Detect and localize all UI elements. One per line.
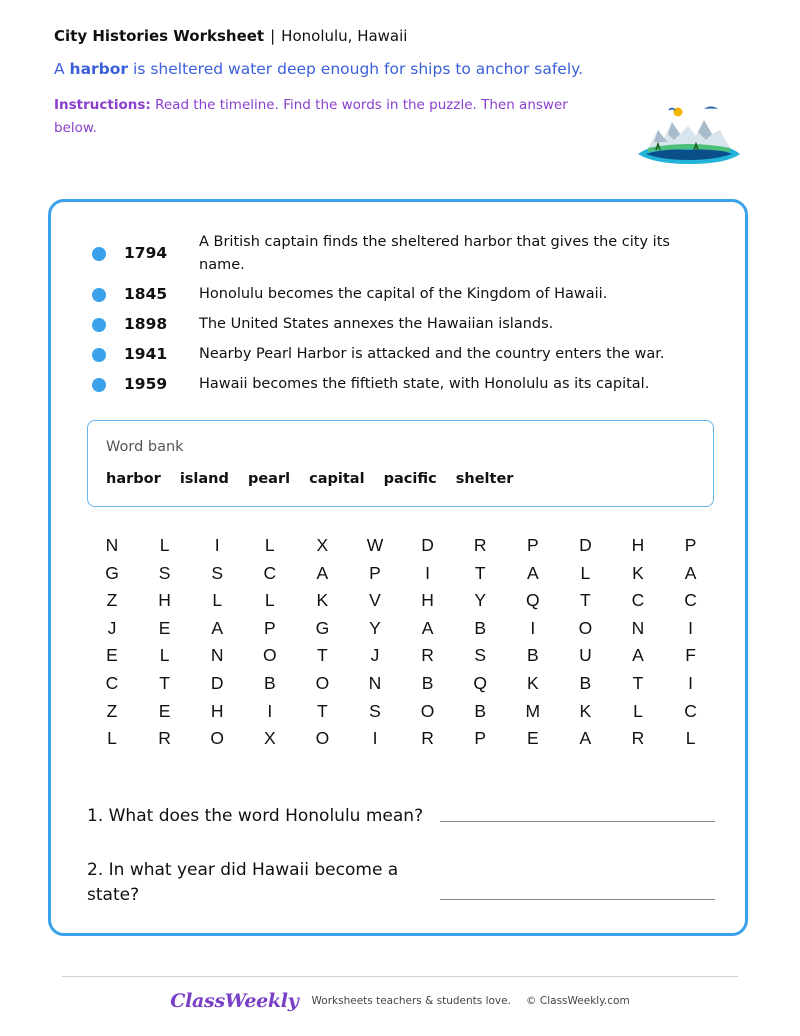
grid-letter[interactable]: G [105, 562, 119, 583]
grid-letter[interactable]: L [212, 590, 223, 611]
grid-letter[interactable]: R [421, 645, 434, 666]
grid-letter[interactable]: O [315, 728, 330, 749]
word-bank-word: shelter [455, 471, 514, 487]
grid-letter[interactable]: N [368, 673, 382, 693]
grid-letter[interactable]: E [158, 617, 171, 638]
grid-letter[interactable]: L [264, 590, 275, 611]
footer-divider [62, 976, 738, 977]
island-illustration-icon [634, 104, 744, 170]
grid-letter[interactable]: J [107, 617, 117, 638]
grid-letter[interactable]: H [158, 590, 171, 611]
dot-icon [92, 348, 106, 362]
grid-letter[interactable]: B [263, 673, 276, 693]
grid-letter[interactable]: P [684, 535, 697, 555]
grid-letter[interactable]: S [474, 645, 487, 666]
dot-icon [92, 318, 106, 332]
grid-letter[interactable]: H [631, 535, 645, 555]
grid-letter[interactable]: Z [106, 590, 118, 611]
timeline-year: 1941 [124, 345, 168, 363]
grid-letter[interactable]: P [263, 617, 276, 638]
word-bank-word: island [179, 471, 229, 487]
grid-letter[interactable]: B [579, 673, 592, 693]
grid-letter[interactable]: A [632, 645, 644, 666]
grid-letter[interactable]: Q [525, 590, 540, 611]
grid-letter[interactable]: N [631, 617, 645, 638]
timeline-text: Hawaii becomes the fiftieth state, with Honolulu as its capital. [199, 376, 650, 392]
word-bank-word: pearl [247, 471, 291, 487]
instructions [54, 94, 574, 140]
question-2: 2. In what year did Hawaii become a state? [87, 860, 399, 905]
timeline-year: 1845 [124, 285, 168, 303]
brand-logo: ClassWeekly [170, 990, 299, 1012]
grid-letter[interactable]: I [372, 728, 378, 749]
grid-letter[interactable]: X [316, 535, 329, 555]
grid-letter[interactable]: L [685, 728, 696, 749]
grid-letter[interactable]: R [631, 728, 645, 749]
grid-letter[interactable]: C [263, 562, 277, 583]
grid-letter[interactable]: O [578, 617, 593, 638]
word-bank [87, 420, 714, 507]
definition-term: harbor [69, 60, 129, 78]
grid-letter[interactable]: P [526, 535, 539, 555]
grid-letter[interactable]: G [315, 617, 330, 638]
grid-letter[interactable]: L [580, 562, 591, 583]
grid-letter[interactable]: I [425, 562, 431, 583]
word-bank-word: capital [309, 471, 365, 487]
grid-letter[interactable]: I [214, 535, 220, 555]
grid-letter[interactable]: H [210, 700, 224, 721]
grid-letter[interactable]: T [632, 673, 644, 693]
timeline-text: Honolulu becomes the capital of the Kingdom of Hawaii. [199, 286, 608, 302]
word-bank-words [106, 471, 527, 487]
grid-letter[interactable]: D [421, 535, 434, 555]
grid-letter[interactable]: Z [106, 700, 118, 721]
grid-letter[interactable]: X [263, 728, 276, 749]
grid-letter[interactable]: E [158, 700, 171, 721]
grid-letter[interactable]: C [684, 590, 697, 611]
grid-letter[interactable]: I [267, 700, 273, 721]
footer-tagline: Worksheets teachers & students love. [311, 995, 511, 1007]
timeline-year: 1898 [124, 315, 168, 333]
grid-letter[interactable]: R [473, 535, 487, 555]
question-1: 1. What does the word Honolulu mean? [87, 806, 424, 826]
timeline-text: The United States annexes the Hawaiian islands. [199, 316, 554, 332]
grid-letter[interactable]: C [105, 673, 119, 693]
grid-letter[interactable]: S [211, 562, 224, 583]
grid-letter[interactable]: K [579, 700, 592, 721]
grid-letter[interactable]: T [317, 700, 328, 721]
grid-letter[interactable]: R [158, 728, 171, 749]
worksheet-title: City Histories Worksheet [54, 27, 265, 45]
grid-letter[interactable]: F [685, 645, 696, 666]
grid-letter[interactable]: C [631, 590, 645, 611]
grid-letter[interactable]: Y [474, 590, 487, 611]
grid-letter[interactable]: Q [473, 673, 487, 693]
grid-letter[interactable]: L [159, 645, 170, 666]
header-separator: | [270, 27, 276, 45]
grid-letter[interactable]: B [474, 617, 487, 638]
definition-text: is sheltered water deep enough for ships to anchor safely. [133, 60, 584, 78]
grid-letter[interactable]: S [369, 700, 381, 721]
grid-letter[interactable]: P [369, 562, 381, 583]
definition-prefix: A [54, 60, 65, 78]
grid-letter[interactable]: W [366, 535, 384, 555]
word-bank-word: harbor [106, 471, 161, 487]
grid-letter[interactable]: R [421, 728, 434, 749]
grid-letter[interactable]: A [526, 562, 539, 583]
grid-letter[interactable]: D [210, 673, 224, 693]
grid-letter[interactable]: T [580, 590, 591, 611]
timeline-text: Nearby Pearl Harbor is attacked and the country enters the war. [199, 346, 665, 362]
grid-letter[interactable]: P [474, 728, 487, 749]
dot-icon [92, 378, 106, 392]
grid-letter[interactable]: A [211, 617, 224, 638]
grid-letter[interactable]: B [526, 645, 539, 666]
grid-letter[interactable]: T [474, 562, 486, 583]
grid-letter[interactable]: O [420, 700, 435, 721]
grid-letter[interactable]: L [633, 700, 643, 721]
grid-letter[interactable]: C [684, 700, 697, 721]
grid-letter[interactable]: U [579, 645, 592, 666]
answer-line-2[interactable] [440, 899, 715, 900]
grid-letter[interactable]: B [421, 673, 434, 693]
grid-letter[interactable]: K [316, 590, 329, 611]
grid-letter[interactable]: T [159, 673, 170, 693]
grid-letter[interactable]: E [106, 645, 118, 666]
worksheet-header [54, 27, 407, 45]
grid-letter[interactable]: V [369, 590, 381, 611]
grid-letter[interactable]: N [210, 645, 224, 666]
grid-letter[interactable]: A [316, 562, 329, 583]
grid-letter[interactable]: L [264, 535, 275, 555]
grid-letter[interactable]: S [158, 562, 171, 583]
grid-letter[interactable]: E [526, 728, 539, 749]
instructions-text: Read the timeline. Find the words in the puzzle. Then answer below. [54, 97, 568, 136]
grid-letter[interactable]: D [579, 535, 592, 555]
instructions-label: Instructions: [54, 97, 151, 113]
footer-copyright: © ClassWeekly.com [526, 995, 630, 1007]
grid-letter[interactable]: N [105, 535, 119, 555]
word-bank-label: Word bank [106, 439, 184, 455]
grid-letter[interactable]: J [370, 645, 380, 666]
answer-line-1[interactable] [440, 821, 715, 822]
grid-letter[interactable]: I [530, 617, 536, 638]
grid-letter[interactable]: L [107, 728, 117, 749]
grid-letter[interactable]: I [688, 617, 694, 638]
grid-letter[interactable]: I [688, 673, 694, 693]
word-bank-word: pacific [383, 471, 437, 487]
definition [54, 60, 583, 78]
grid-letter[interactable]: K [526, 673, 539, 693]
grid-letter[interactable]: L [159, 535, 170, 555]
grid-letter[interactable]: H [421, 590, 434, 611]
city-name: Honolulu, Hawaii [281, 27, 408, 45]
grid-letter[interactable]: B [474, 700, 487, 721]
grid-letter[interactable]: K [632, 562, 644, 583]
timeline-year: 1794 [124, 244, 168, 262]
grid-letter[interactable]: O [262, 645, 277, 666]
grid-letter[interactable]: Y [369, 617, 381, 638]
timeline-text: A British captain finds the sheltered harbor that gives the city its name. [199, 234, 670, 273]
timeline-year: 1959 [124, 375, 168, 393]
dot-icon [92, 288, 106, 302]
grid-letter[interactable]: M [525, 700, 541, 721]
grid-letter[interactable]: A [579, 728, 592, 749]
footer [0, 990, 800, 1012]
grid-letter[interactable]: T [317, 645, 328, 666]
grid-letter[interactable]: O [210, 728, 224, 749]
grid-letter[interactable]: A [421, 617, 434, 638]
dot-icon [92, 247, 106, 261]
grid-letter[interactable]: A [684, 562, 697, 583]
grid-letter[interactable]: O [315, 673, 330, 693]
